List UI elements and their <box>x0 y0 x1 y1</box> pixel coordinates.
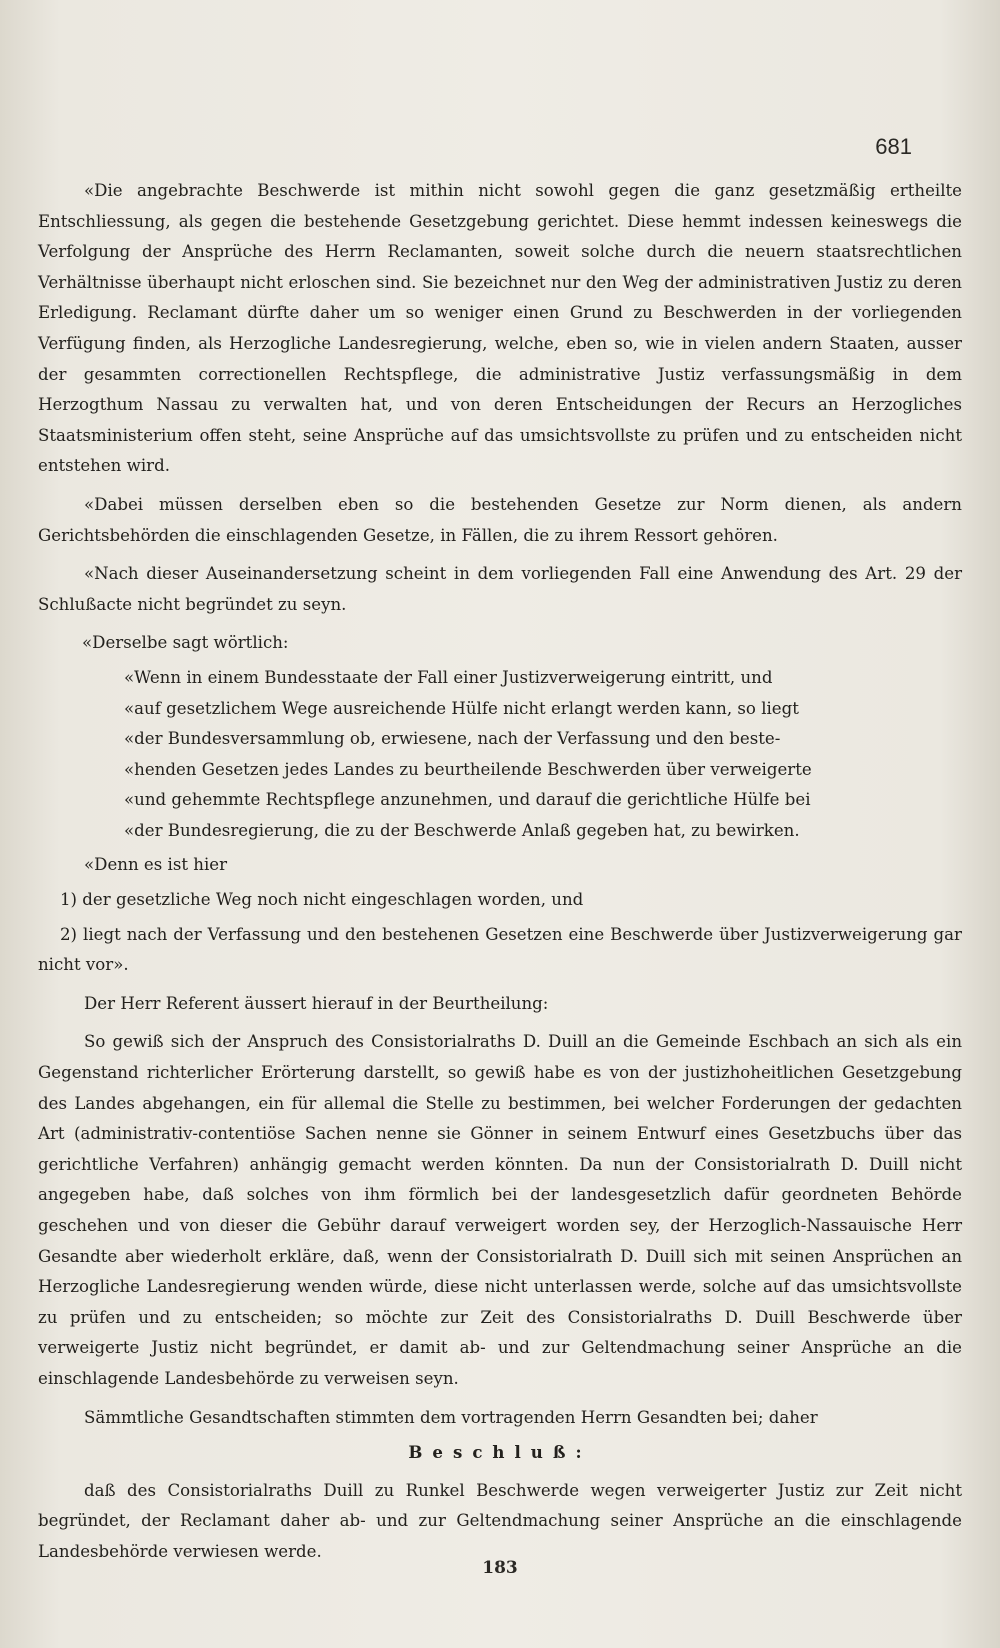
quote-line: «Wenn in einem Bundesstaate der Fall einer Justizverweigerung eintritt, und <box>124 667 773 687</box>
paragraph-2: «Dabei müssen derselben eben so die bestehenden Gesetze zur Norm dienen, als andern Gerichtsbehörden die einschlagenden Gesetze, in Fällen, die zu ihrem Ressort gehören. <box>38 494 962 545</box>
quote-line: «der Bundesregierung, die zu der Beschwerde Anlaß gegeben hat, zu bewirken. <box>124 820 800 840</box>
list-item-2: 2) liegt nach der Verfassung und den bestehenen Gesetzen eine Beschwerde über Justizverweigerung gar nicht vor». <box>38 924 962 975</box>
quote-line: «henden Gesetzen jedes Landes zu beurtheilende Beschwerden über verweigerte <box>124 759 812 779</box>
document-body <box>38 176 962 1568</box>
paragraph-5: «Denn es ist hier <box>84 855 228 875</box>
page-number-bottom: 183 <box>482 1558 518 1578</box>
paragraph-3: «Nach dieser Auseinandersetzung scheint in dem vorliegenden Fall eine Anwendung des Art. 29 der Schlußacte nicht begründet zu seyn. <box>38 564 962 614</box>
quote-line: «auf gesetzlichem Wege ausreichende Hülfe nicht erlangt werden kann, so liegt <box>124 698 799 718</box>
paragraph-4: «Derselbe sagt wörtlich: <box>82 633 289 653</box>
quote-line: «der Bundesversammlung ob, erwiesene, nach der Verfassung und den beste- <box>124 729 781 749</box>
list-item-1: 1) der gesetzliche Weg noch nicht eingeschlagen worden, und <box>60 890 584 910</box>
paragraph-9: daß des Consistorialraths Duill zu Runkel Beschwerde wegen verweigerter Justiz zur Zeit nicht begründet, der Reclamant daher ab- und zur Geltendmachung seiner Ansprüche an die einschlagende Landesbehörde verwiesen werde. <box>38 1480 962 1561</box>
quote-line: «und gehemmte Rechtspflege anzunehmen, und darauf die gerichtliche Hülfe bei <box>124 790 811 810</box>
decision-heading: Beschluß: <box>408 1442 592 1463</box>
paragraph-8: Sämmtliche Gesandtschaften stimmten dem vortragenden Herrn Gesandten bei; daher <box>84 1407 818 1427</box>
block-quote <box>38 663 962 847</box>
paragraph-1: «Die angebrachte Beschwerde ist mithin nicht sowohl gegen die ganz gesetzmäßig ertheilte Entschliessung, als gegen die bestehende Gesetzgebung gerichtet. Diese hemmt indessen keineswegs die Verfolgung der Ansprüche des Herrn Reclamanten, soweit solche durch die neuern staatsrechtlichen Verhältnisse überhaupt nicht erloschen sind. Sie bezeichnet nur den Weg der administrativen Justiz zu deren Erledigung. Reclamant dürfte daher um so weniger einen Grund zu Beschwerden in der vorliegenden Verfügung finden, als Herzogliche Landesregierung, welche, eben so, wie in vielen andern Staaten, ausser der gesammten correctionellen Rechtspflege, die administrative Justiz verfassungsmäßig in dem Herzogthum Nassau zu verwalten hat, und von deren Entscheidungen der Recurs an Herzogliches Staatsministerium offen steht, seine Ansprüche auf das umsichtsvollste zu prüfen und zu entscheiden nicht entstehen wird. <box>38 181 962 476</box>
page-number-top: 681 <box>875 134 912 159</box>
paragraph-6: Der Herr Referent äussert hierauf in der Beurtheilung: <box>84 993 549 1013</box>
paragraph-7: So gewiß sich der Anspruch des Consistorialraths D. Duill an die Gemeinde Eschbach an sich als ein Gegenstand richterlicher Erörterung darstellt, so gewiß habe es von der justizhoheitlichen Gesetzgebung des Landes abgehangen, ein für allemal die Stelle zu bestimmen, bei welcher Forderungen der gedachten Art (administrativ-contentiöse Sachen nenne sie Gönner in seinem Entwurf eines Gesetzbuchs über das gerichtliche Verfahren) anhängig gemacht werden könnten. Da nun der Consistorialrath D. Duill nicht angegeben habe, daß solches von ihm förmlich bei der landesgesetzlich dafür geordneten Behörde geschehen und von dieser die Gebühr darauf verweigert worden sey, der Herzoglich-Nassauische Herr Gesandte aber wiederholt erkläre, daß, wenn der Consistorialrath D. Duill sich mit seinen Ansprüchen an Herzogliche Landesregierung wenden würde, diese nicht unterlassen werde, solche auf das umsichtsvollste zu prüfen und zu entscheiden; so möchte zur Zeit des Consistorialraths D. Duill Beschwerde über verweigerte Justiz nicht begründet, er damit ab- und zur Geltendmachung seiner Ansprüche an die einschlagende Landesbehörde zu verweisen seyn. <box>38 1032 962 1388</box>
